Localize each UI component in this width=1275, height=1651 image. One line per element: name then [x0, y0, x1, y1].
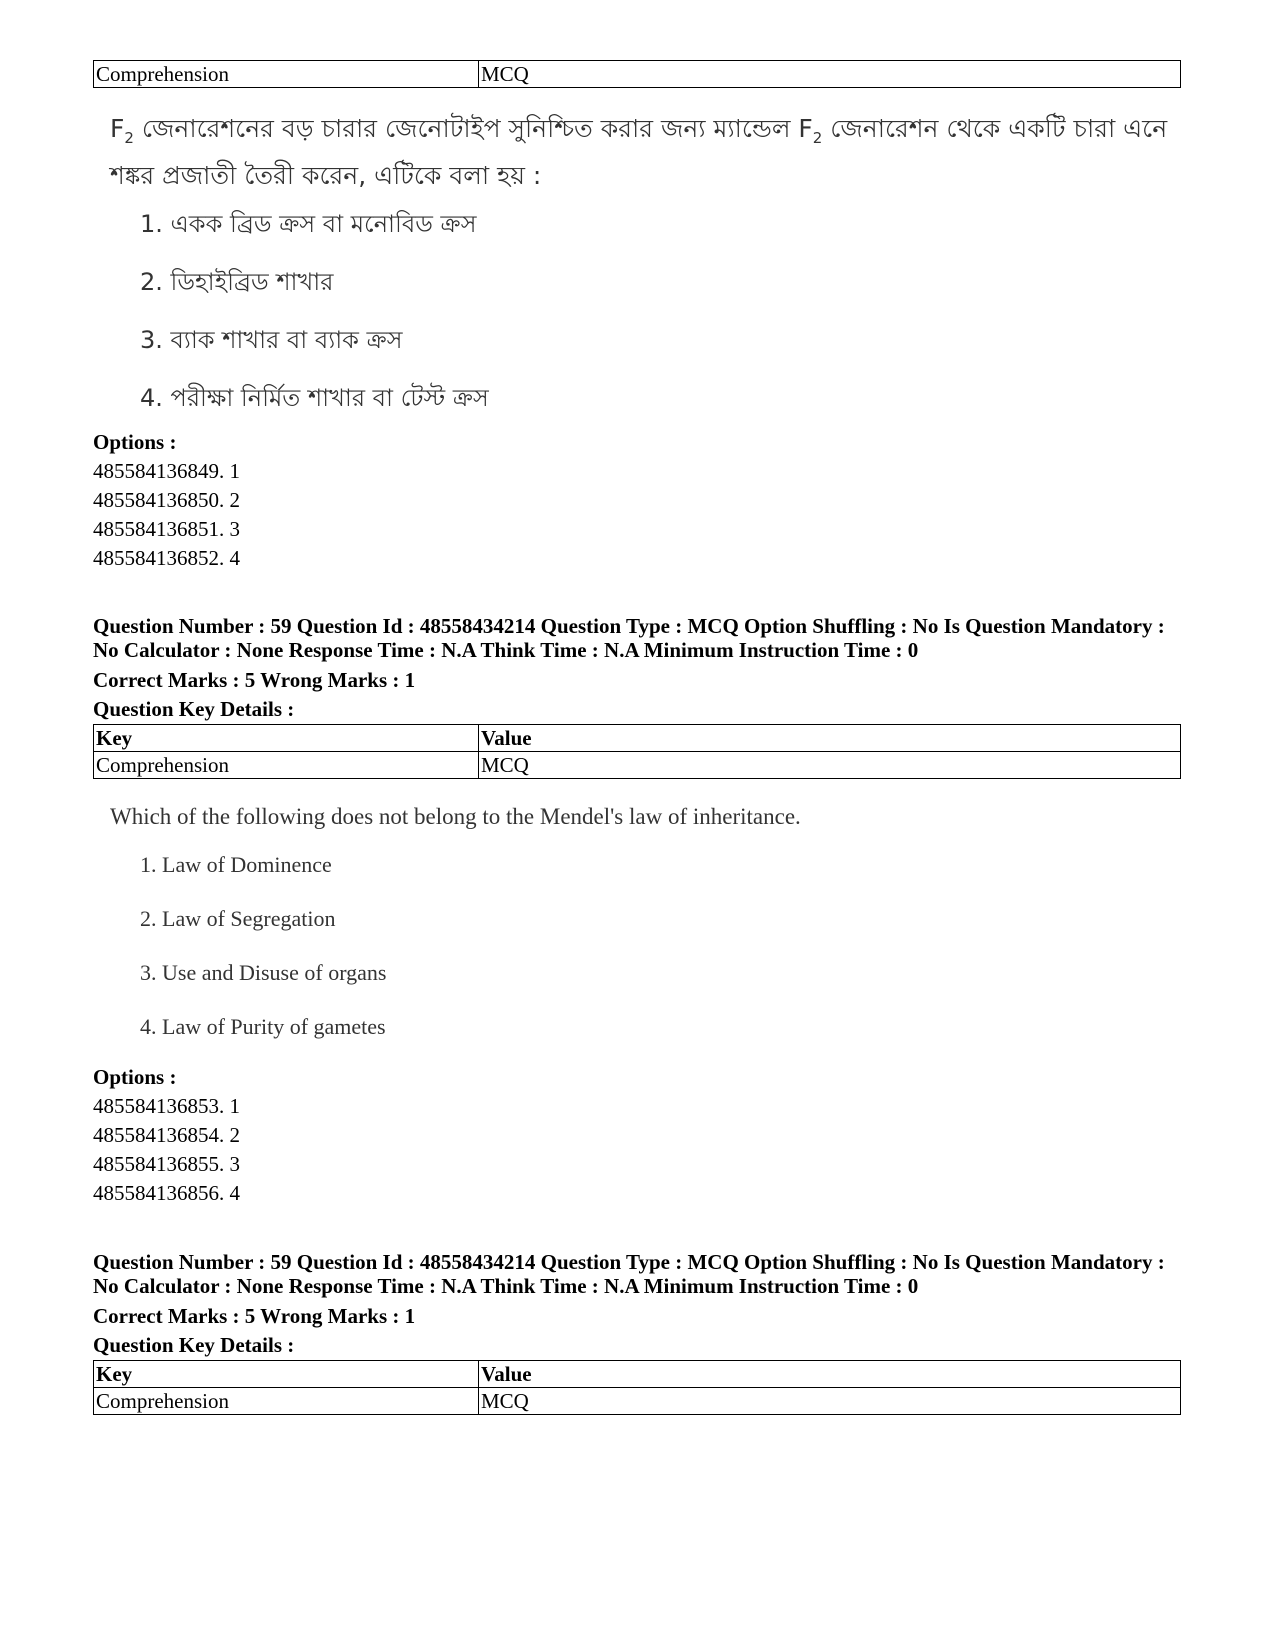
- question-meta: [93, 1250, 1203, 1298]
- option-id-line: 485584136851. 3: [93, 517, 240, 541]
- question-option: 4. পরীক্ষা নির্মিত শাখার বা টেস্ট ক্রস: [140, 384, 489, 412]
- meta-line: No Calculator : None Response Time : N.A Think Time : N.A Minimum Instruction Time : 0: [93, 638, 919, 662]
- meta-line: Question Number : 59 Question Id : 48558434214 Question Type : MCQ Option Shuffling : No Is Question Mandatory :: [93, 1250, 1165, 1274]
- table-row: [94, 1388, 1181, 1415]
- table-header-row: [94, 725, 1181, 752]
- question-option: 2. ডিহাইব্রিড শাখার: [140, 268, 334, 296]
- key-details-table-top: [93, 60, 1181, 88]
- options-label: Options :: [93, 1065, 177, 1089]
- key-details-table: [93, 1360, 1181, 1415]
- key-details-label: Question Key Details :: [93, 1333, 295, 1357]
- marks-line: Correct Marks : 5 Wrong Marks : 1: [93, 668, 416, 692]
- stem-text: জেনারেশনের বড় চারার জেনোটাইপ সুনিশ্চিত করার জন্য ম্যান্ডেল: [133, 114, 799, 143]
- option-id-line: 485584136849. 1: [93, 459, 240, 483]
- option-id-line: 485584136852. 4: [93, 546, 240, 570]
- table-header-value: Value: [479, 725, 1181, 752]
- meta-line: Question Number : 59 Question Id : 48558434214 Question Type : MCQ Option Shuffling : No Is Question Mandatory :: [93, 614, 1165, 638]
- question-image-english: [110, 798, 1170, 1039]
- meta-line: No Calculator : None Response Time : N.A Think Time : N.A Minimum Instruction Time : 0: [93, 1274, 919, 1298]
- option-id-line: 485584136855. 3: [93, 1152, 240, 1176]
- option-id-line: 485584136850. 2: [93, 488, 240, 512]
- question-option: 2. Law of Segregation: [140, 906, 336, 931]
- table-row: [94, 752, 1181, 779]
- table-cell-key: Comprehension: [94, 752, 479, 779]
- question-stem: Which of the following does not belong to the Mendel's law of inheritance.: [110, 804, 801, 829]
- marks-line: Correct Marks : 5 Wrong Marks : 1: [93, 1304, 416, 1328]
- question-option: 3. Use and Disuse of organs: [140, 960, 387, 985]
- question-option: 1. একক ব্রিড ক্রস বা মনোবিড ক্রস: [140, 210, 477, 238]
- key-details-label: Question Key Details :: [93, 697, 295, 721]
- key-details-table: [93, 724, 1181, 779]
- table-cell-key: Comprehension: [94, 1388, 479, 1415]
- table-header-value: Value: [479, 1361, 1181, 1388]
- question-option: 1. Law of Dominence: [140, 852, 332, 877]
- question-option: 3. ব্যাক শাখার বা ব্যাক ক্রস: [140, 326, 403, 354]
- stem-subscript: 2: [812, 129, 823, 147]
- options-label: Options :: [93, 430, 177, 454]
- stem-text: F: [110, 114, 125, 143]
- table-cell-value: MCQ: [479, 61, 1181, 88]
- stem-text: F: [798, 114, 813, 143]
- option-id-line: 485584136856. 4: [93, 1181, 240, 1205]
- table-header-row: [94, 1361, 1181, 1388]
- table-header-key: Key: [94, 1361, 479, 1388]
- table-cell-value: MCQ: [479, 1388, 1181, 1415]
- table-cell-key: Comprehension: [94, 61, 479, 88]
- stem-subscript: 2: [124, 129, 134, 147]
- question-stem: [110, 110, 1170, 195]
- table-row: [94, 61, 1181, 88]
- stem-text: জেনারেশন থেকে একটি চারা এনে শঙ্কর প্রজাতী তৈরী করেন, এটিকে বলা হয় :: [110, 114, 1168, 190]
- question-meta: [93, 614, 1203, 662]
- question-image-bengali: [110, 110, 1170, 412]
- option-id-line: 485584136853. 1: [93, 1094, 240, 1118]
- option-id-line: 485584136854. 2: [93, 1123, 240, 1147]
- question-option: 4. Law of Purity of gametes: [140, 1014, 386, 1039]
- table-cell-value: MCQ: [479, 752, 1181, 779]
- table-header-key: Key: [94, 725, 479, 752]
